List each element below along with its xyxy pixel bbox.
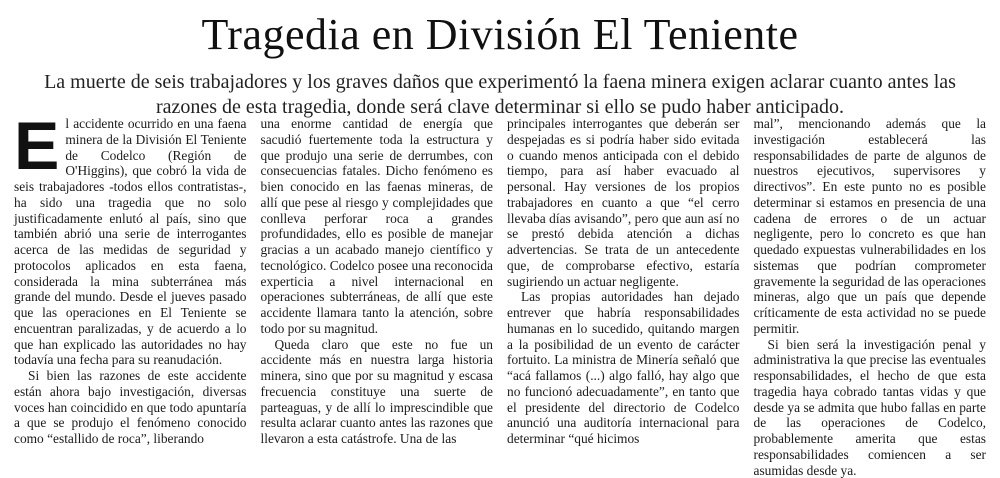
- article-column-3: [507, 116, 740, 442]
- paragraph: [14, 116, 247, 368]
- drop-cap: E: [14, 118, 59, 176]
- paragraph-text: l accidente ocurrido en una faena minera de la División El Teniente de Codelco (Región de O'Higgins), que cobró la vida de seis trabajadores -todos ellos contratistas-, ha sido una tragedia que no solo justificadamente enlutó al país, sino que también abrió una serie de interrogantes acerca de las medidas de seguridad y protocolos aplicados en esta faena, considerada la mina subterránea más grande del mundo. Desde el jueves pasado que las operaciones en El Teniente se encuentran paralizadas, y de acuerdo a lo que han explicado las autoridades no hay todavía una fecha para su reanudación.: [14, 116, 247, 367]
- paragraph: Si bien las razones de este accidente están ahora bajo investigación, diversas voces han coincidido en que todo apuntaría a que se produjo el fenómeno conocido como “estallido de roca”, liberando: [14, 368, 247, 447]
- paragraph: mal”, mencionando además que la investigación establecerá las responsabilidades de parte de algunos de nuestros ejecutivos, supervisores y directivos”. En este punto no es posible determinar si estamos en presencia de una cadena de errores o de un actuar negligente, pero lo concreto es que han quedado expuestas vulnerabilidades en los sistemas que podrían comprometer gravemente la seguridad de las operaciones mineras, algo que un país que depende críticamente de esta actividad no se puede permitir.: [754, 116, 987, 337]
- paragraph: una enorme cantidad de energía que sacudió fuertemente toda la estructura y que produjo una serie de derrumbes, con consecuencias fatales. Dicho fenómeno es bien conocido en las faenas mineras, de allí que pese al riesgo y complejidades que conlleva perforar roca a grandes profundidades, ello es posible de manejar gracias a un acabado manejo científico y tecnológico. Codelco posee una reconocida experticia a nivel internacional en operaciones subterráneas, de allí que este accidente llamara tanto la atención, sobre todo por su magnitud.: [261, 116, 494, 337]
- paragraph: principales interrogantes que deberán ser despejadas es si podría haber sido evitada o cuando menos anticipada con el debido tiempo, para así haber evacuado al personal. Hay versiones de los propios trabajadores en cuanto a que “el cerro llevaba días avisando”, pero que aun así no se prestó debida atención a dichas advertencias. Se trata de un antecedente que, de comprobarse efectivo, estaría sugiriendo un actuar negligente.: [507, 116, 740, 289]
- article-column-2: [261, 116, 494, 442]
- headline: Tragedia en División El Teniente: [14, 0, 986, 60]
- article-column-1: [14, 116, 247, 442]
- article-body: [14, 116, 986, 442]
- article-column-4: [754, 116, 987, 442]
- paragraph: Las propias autoridades han dejado entrever que habría responsabilidades humanas en lo sucedido, quitando margen a la posibilidad de un evento de carácter fortuito. La ministra de Minería señaló que “acá fallamos (...) algo falló, hay algo que no funcionó adecuadamente”, en tanto que el presidente del directorio de Codelco anunció una auditoría internacional para determinar “qué hicimos: [507, 289, 740, 447]
- paragraph: Queda claro que este no fue un accidente más en nuestra larga historia minera, sino que por su magnitud y escasa frecuencia constituye una suerte de parteaguas, y de allí lo imprescindible que resulta aclarar cuanto antes las razones que llevaron a esta catástrofe. Una de las: [261, 337, 494, 447]
- deck-summary: La muerte de seis trabajadores y los graves daños que experimentó la faena minera exigen aclarar cuanto antes las razones de esta tragedia, donde será clave determinar si ello se pudo haber anticipado.: [38, 70, 962, 120]
- paragraph: Si bien será la investigación penal y administrativa la que precise las eventuales responsabilidades, el hecho de que esta tragedia haya cobrado tantas vidas y que desde ya se admita que hubo fallas en parte de las operaciones de Codelco, probablemente amerita que estas responsabilidades comiencen a ser asumidas desde ya.: [754, 337, 987, 478]
